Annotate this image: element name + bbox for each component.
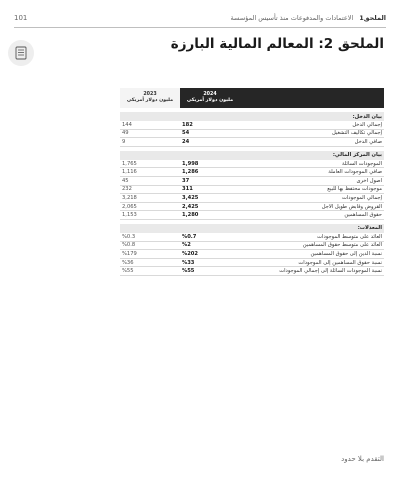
value-2023: %55: [122, 268, 134, 275]
table-row: [120, 211, 384, 220]
value-2024: %0.7: [182, 233, 197, 240]
row-label: حقوق المساهمين: [344, 212, 382, 219]
value-2024: 2,425: [182, 203, 199, 210]
value-2024: 37: [182, 177, 190, 184]
column-unit-2023: مليون دولار أمريكي: [126, 98, 174, 103]
value-2023: 144: [122, 121, 132, 128]
row-label: القروض وقابض طويل الأجل: [321, 203, 382, 210]
value-2024: 311: [182, 186, 193, 193]
value-2023: %0.3: [122, 233, 136, 240]
page-footer: التقدم بلا حدود: [341, 455, 384, 463]
table-header: [120, 88, 384, 108]
page-number: 101: [14, 14, 28, 22]
table-body: [120, 108, 384, 276]
value-2023: 1,153: [122, 212, 137, 219]
table-section-title: [120, 151, 384, 160]
value-2023: 2,065: [122, 203, 137, 210]
table-row: [120, 242, 384, 251]
value-2023: 1,765: [122, 160, 137, 167]
running-header: [231, 14, 386, 22]
value-2024: 54: [182, 130, 190, 137]
header-label-cell: [240, 88, 384, 108]
table-row: [120, 186, 384, 195]
table-row: [120, 121, 384, 130]
column-year-2024: 2024: [203, 91, 217, 97]
row-label: نسبة الدين إلى حقوق المساهمين: [310, 250, 382, 257]
value-2024: 24: [182, 138, 190, 145]
row-label: نسبة الموجودات السائلة إلى إجمالي الموجودات: [279, 268, 382, 275]
table-row: [120, 160, 384, 169]
value-2024: 3,425: [182, 194, 199, 201]
row-label: موجودات محتفظ بها للبيع: [327, 186, 382, 193]
value-2024: %202: [182, 250, 199, 257]
column-header-2023: [120, 88, 180, 108]
section-title: الاعتمادات والمدفوعات منذ تأسيس المؤسسة: [230, 14, 354, 22]
value-2024: %55: [182, 268, 195, 275]
document-icon: [8, 40, 34, 66]
table-row: [120, 267, 384, 276]
row-label: صافي الدخل: [354, 138, 382, 145]
value-2023: 9: [122, 138, 126, 145]
section-title-text: المعدلات:: [357, 225, 382, 232]
value-2023: 232: [122, 186, 132, 193]
value-2023: %179: [122, 250, 137, 257]
row-label: العائد على متوسط الموجودات: [317, 233, 382, 240]
value-2024: 182: [182, 121, 193, 128]
table-row: [120, 168, 384, 177]
table-row: [120, 177, 384, 186]
page-title: الملحق 2: المعالم المالية البارزة: [170, 36, 384, 52]
table-row: [120, 194, 384, 203]
value-2023: 45: [122, 177, 129, 184]
row-label: إجمالي الدخل: [352, 121, 382, 128]
value-2023: 3,218: [122, 194, 137, 201]
table-row: [120, 259, 384, 268]
table-section-title: [120, 224, 384, 233]
header-divider: [14, 27, 386, 28]
row-label: إجمالي الموجودات: [341, 194, 382, 201]
table-row: [120, 233, 384, 242]
page-header: [14, 12, 386, 24]
row-label: الموجودات السائلة: [341, 160, 382, 167]
section-title-text: بيان الدخل:: [352, 113, 382, 120]
appendix-label: الملحق1: [359, 14, 386, 22]
row-label: أصول أخرى: [356, 177, 382, 184]
table-row: [120, 250, 384, 259]
value-2023: 1,116: [122, 169, 137, 176]
value-2023: %36: [122, 259, 134, 266]
value-2024: %2: [182, 242, 191, 249]
row-label: العائد على متوسط حقوق المساهمين: [302, 242, 382, 249]
row-label: صافي الموجودات العاملة: [328, 169, 382, 176]
value-2024: %33: [182, 259, 195, 266]
column-unit-2024: مليون دولار أمريكي: [186, 98, 234, 103]
table-section-title: [120, 112, 384, 121]
table-row: [120, 203, 384, 212]
value-2023: %0.8: [122, 242, 136, 249]
column-header-2024: [180, 88, 240, 108]
table-row: [120, 130, 384, 139]
value-2024: 1,280: [182, 212, 199, 219]
value-2024: 1,998: [182, 160, 199, 167]
value-2024: 1,286: [182, 169, 199, 176]
table-row: [120, 138, 384, 147]
value-2023: 49: [122, 130, 129, 137]
column-year-2023: 2023: [143, 91, 157, 97]
row-label: نسبة حقوق المساهمين إلى الموجودات: [298, 259, 382, 266]
financial-highlights-table: [120, 88, 384, 276]
section-title-text: بيان المركز المالي:: [332, 152, 382, 159]
row-label: إجمالي تكاليف التشغيل: [331, 130, 382, 137]
